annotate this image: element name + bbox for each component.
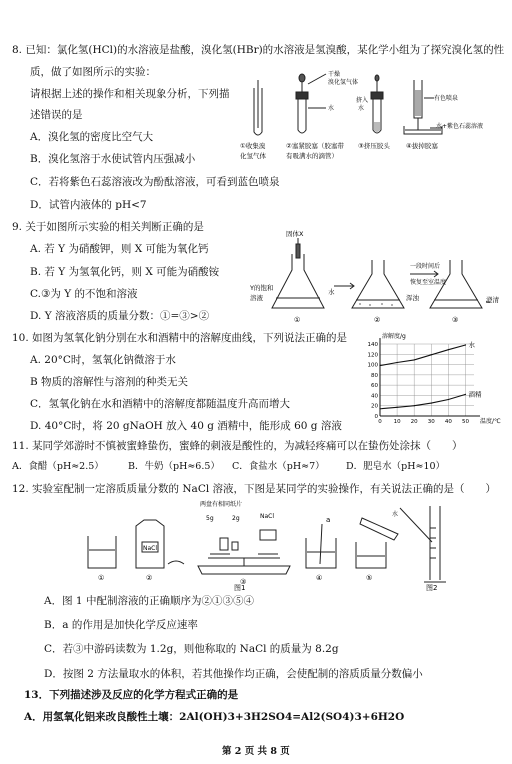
q12-option-c: C．若③中游码读数为 1.2g，则他称取的 NaCl 的质量为 8.2g [44, 643, 339, 655]
q10-solubility-chart [356, 332, 506, 424]
q9-label-clear: 澄清 [486, 296, 499, 304]
q8-caption-4: ④拔掉胶塞 [406, 142, 438, 150]
q12-label-3: ③ [240, 578, 247, 586]
chart-y-label: 溶解度/g [382, 333, 406, 340]
chart-x-tick-label: 20 [410, 419, 418, 425]
chart-y-tick-label: 60 [371, 383, 378, 390]
q8-caption-1b: 化氢气体 [240, 152, 266, 160]
q8-label-litmus: 水+紫色石蕊溶液 [436, 123, 484, 130]
q12-figure [80, 498, 450, 590]
q8-step3-tube [371, 75, 383, 133]
q9-label-2: ② [374, 316, 381, 324]
q8-label-water2: 水 [358, 105, 365, 112]
chart-point-1 [379, 408, 380, 409]
page-footer: 第 2 页 共 8 页 [222, 746, 290, 757]
q8-option-b: B．溴化氢溶于水使试管内压强减小 [30, 153, 196, 165]
q8-stem-line1: 8. 已知：氯化氢(HCl)的水溶液是盐酸，溴化氢(HBr)的水溶液是氢溴酸，某化学小组为了探究溴化氢的性 [12, 44, 505, 56]
q11-option-a: A．食醋（pH≈2.5） [12, 461, 104, 472]
q12-label-5g: 5g [206, 515, 214, 522]
q12-graduated-cylinder [424, 506, 446, 582]
chart-series-label-1: 酒精 [468, 390, 482, 399]
q12-label-2g: 2g [232, 515, 240, 522]
q12-beaker-1 [88, 536, 116, 568]
q8-caption-1a: ①收集溴 [240, 142, 266, 150]
chart-point-0 [465, 344, 466, 345]
q8-option-a: A．溴化氢的密度比空气大 [30, 131, 154, 143]
q9-label-water: 水 [328, 288, 335, 296]
q9-label-after: 一段时间后 [410, 263, 441, 270]
q12-option-d: D．按图 2 方法量取水的体积，若其他操作均正确，会使配制的溶质质量分数偏小 [44, 668, 423, 680]
chart-point-1 [448, 399, 449, 400]
chart-x-tick-label: 50 [461, 419, 469, 425]
chart-x-tick-label: 30 [427, 419, 435, 425]
q12-label-fig1: 图1 [234, 584, 246, 592]
chart-point-1 [431, 403, 432, 404]
q8-label-hbr: 溴化氢气体 [328, 79, 359, 86]
chart-point-0 [379, 365, 380, 366]
q12-beaker-5 [356, 542, 386, 568]
q9-figure [250, 228, 499, 326]
q12-label-2: ② [146, 574, 153, 582]
chart-point-1 [414, 405, 415, 406]
chart-x-label: 温度/℃ [480, 418, 501, 425]
chart-point-1 [465, 394, 466, 395]
chart-y-tick-label: 80 [371, 372, 378, 379]
chart-point-0 [448, 349, 449, 350]
q12-label-water: 水 [392, 511, 399, 518]
q8-option-c: C．若将紫色石蕊溶液改为酚酞溶液，可看到蓝色喷泉 [30, 176, 280, 188]
q12-stem: 12. 实验室配制一定溶质质量分数的 NaCl 溶液，下图是某同学的实验操作，有关说法正确的是（ ） [12, 483, 497, 495]
q9-option-b: B. 若 Y 为氢氧化钙，则 X 可能为硝酸铵 [30, 266, 220, 278]
q9-label-turbid: 浑浊 [406, 294, 419, 302]
q8-step1-tube [254, 80, 262, 135]
q8-step2-tube [296, 74, 326, 133]
q12-label-top: 两盘有相同纸片 [200, 501, 243, 508]
q10-option-a: A. 20°C时，氢氧化钠微溶于水 [30, 354, 176, 366]
q10-option-c: C．氢氧化钠在水和酒精中的溶解度都随温度升高而增大 [30, 398, 291, 410]
q11-option-b: B．牛奶（pH≈6.5） [128, 461, 220, 472]
q10-option-b: B 物质的溶解性与溶剂的种类无关 [30, 376, 189, 388]
q12-label-fig2: 图2 [426, 584, 438, 592]
q8-caption-3: ③挤压胶头 [358, 142, 390, 150]
chart-x-tick-label: 10 [393, 419, 401, 425]
q9-label-3: ③ [452, 316, 459, 324]
q13-stem: 13．下列描述涉及反应的化学方程式正确的是 [24, 689, 239, 701]
chart-point-0 [414, 359, 415, 360]
q8-stem-line3: 请根据上述的操作和相关现象分析，下列描 [30, 88, 230, 100]
q12-label-nacl-bottle: NaCl [143, 545, 158, 552]
q11-option-c: C．食盐水（pH≈7） [232, 461, 325, 472]
chart-point-1 [396, 407, 397, 408]
q8-caption-2b: 有吸满水的滴管） [286, 152, 338, 160]
q9-flask-2 [352, 260, 404, 308]
q9-flask-1 [272, 254, 324, 308]
chart-point-0 [396, 362, 397, 363]
q12-option-a: A．图 1 中配制溶液的正确顺序为②①③⑤④ [44, 595, 254, 607]
q12-reagent-bottle [136, 520, 164, 568]
q12-balance [198, 566, 290, 574]
q13-option-a: A．用氢氧化铝来改良酸性土壤：2Al(OH)3+3H2SO4=Al2(SO4)3+6H2O [24, 711, 405, 723]
q9-label-1: ① [294, 316, 301, 324]
q12-label-5: ⑤ [366, 574, 373, 582]
chart-series-line-1 [380, 394, 466, 408]
q9-label-y-solution2: 溶液 [250, 294, 263, 302]
q12-option-b: B．a 的作用是加快化学反应速率 [44, 619, 198, 631]
q8-label-dry: 干燥 [328, 71, 341, 78]
chart-x-tick-label: 40 [444, 419, 452, 425]
q12-label-4: ④ [316, 574, 323, 582]
chart-y-tick-label: 0 [374, 414, 378, 420]
chart-y-tick-label: 120 [367, 352, 378, 359]
q8-stem-line2: 质，做了如图所示的实验： [30, 66, 156, 78]
chart-series-label-0: 水 [468, 341, 475, 350]
chart-y-tick-label: 140 [367, 342, 378, 348]
q9-option-c: C.③为 Y 的不饱和溶液 [30, 288, 138, 300]
chart-point-0 [431, 354, 432, 355]
chart-y-tick-label: 100 [367, 362, 378, 369]
q8-label-fountain: 有色喷泉 [434, 95, 459, 102]
q8-stem-line4: 述错误的是 [30, 109, 83, 121]
q9-option-a: A. 若 Y 为硝酸钾，则 X 可能为氧化钙 [30, 243, 209, 255]
q9-label-restore: 恢复至室温度 [410, 279, 447, 286]
q9-stem: 9. 关于如图所示实验的相关判断正确的是 [12, 221, 204, 233]
q9-label-y-solution: Y的饱和 [250, 284, 274, 292]
q8-caption-2a: ②塞紧胶塞（胶塞带 [286, 142, 344, 150]
q8-label-water: 水 [328, 105, 335, 112]
q10-stem: 10. 如图为氢氧化钠分别在水和酒精中的溶解度曲线，下列说法正确的是 [12, 332, 348, 344]
q9-option-d: D. Y 溶液溶质的质量分数：①=③>② [30, 310, 210, 322]
chart-x-tick-label: 0 [378, 419, 382, 425]
chart-y-tick-label: 20 [371, 403, 378, 410]
q11-stem: 11. 某同学郊游时不慎被蜜蜂蛰伤，蜜蜂的刺液是酸性的，为减轻疼痛可以在蛰伤处涂抹（ ） [12, 440, 463, 452]
q10-option-d: D. 40°C时，将 20 gNaOH 放入 40 g 酒精中，能形成 60 g 溶液 [30, 420, 342, 432]
chart-y-tick-label: 40 [371, 393, 378, 400]
q8-option-d: D．试管内液体的 pH<7 [30, 199, 147, 211]
q8-figure [238, 70, 508, 160]
q9-label-solid-x: 固体X [286, 230, 304, 238]
q12-label-nacl-balance: NaCl [260, 513, 275, 520]
q12-label-a: a [326, 516, 331, 524]
q11-option-d: D．肥皂水（pH≈10） [346, 461, 446, 472]
q8-label-inject: 挤入 [356, 97, 369, 104]
q12-label-1: ① [98, 574, 105, 582]
chart-series-line-0 [380, 345, 466, 366]
